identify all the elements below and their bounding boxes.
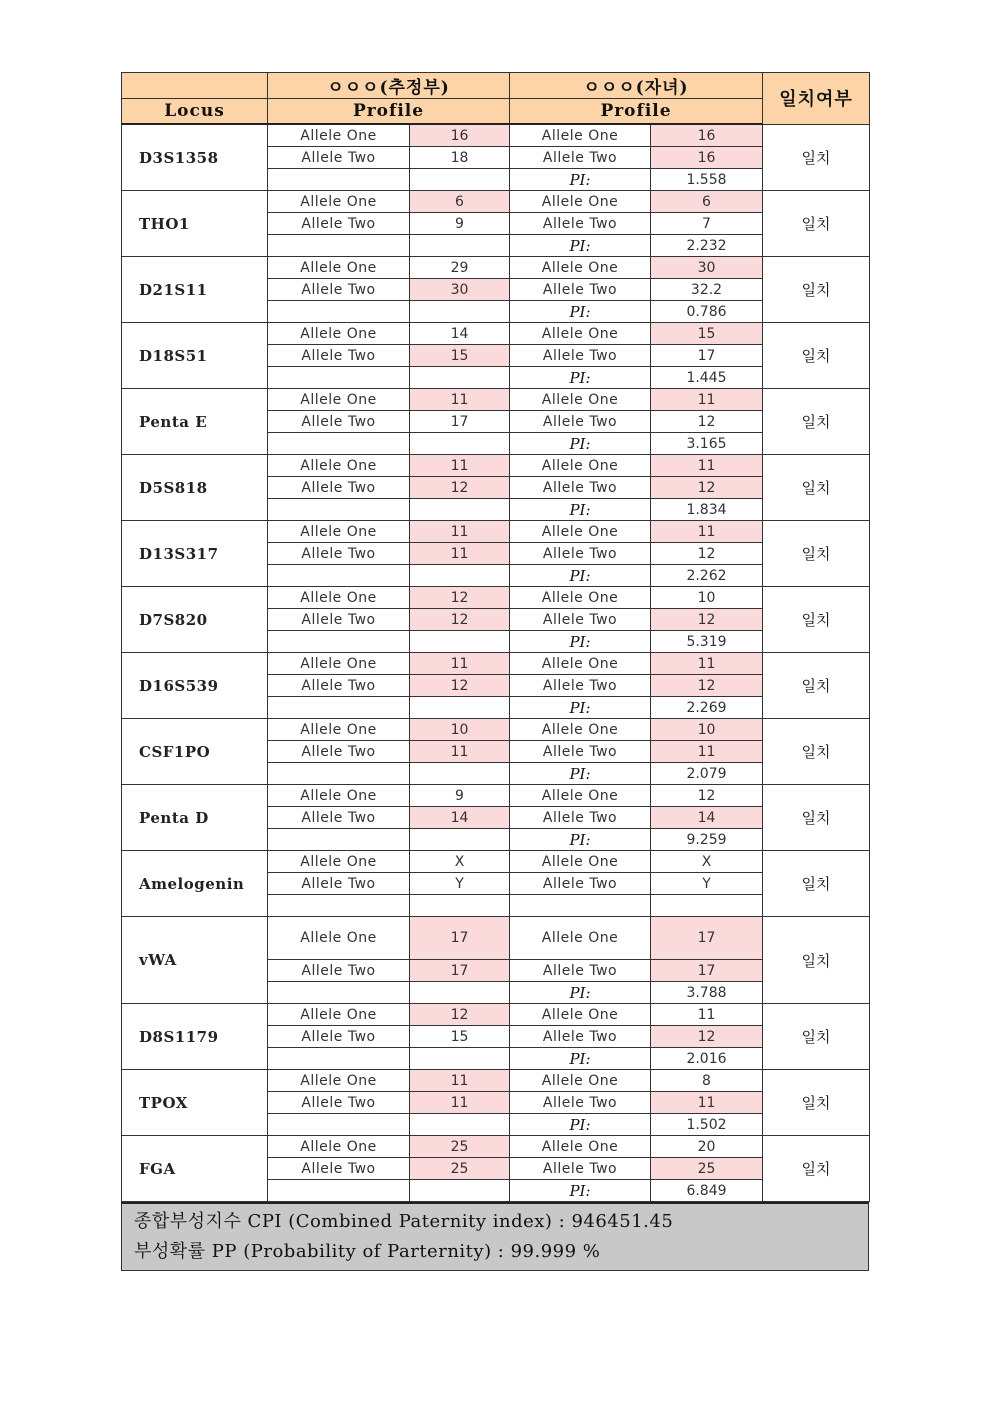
pp-line: 부성확률 PP (Probability of Parternity) : 99.999 % [134, 1241, 601, 1262]
father-allele-one-value: 12 [410, 1004, 510, 1026]
father-allele-one-label: Allele One [268, 124, 410, 147]
father-allele-two-label: Allele Two [268, 807, 410, 829]
pi-spacer [268, 895, 410, 917]
pi-value: 2.079 [651, 763, 763, 785]
pi-spacer [268, 829, 410, 851]
father-allele-one-label: Allele One [268, 917, 410, 960]
pi-spacer [268, 982, 410, 1004]
child-allele-one-value: 6 [651, 191, 763, 213]
pi-spacer [410, 367, 510, 389]
child-allele-one-value: 17 [651, 917, 763, 960]
father-allele-one-value: 6 [410, 191, 510, 213]
pi-label: PI: [510, 763, 651, 785]
locus-row-allele-one [122, 851, 870, 873]
child-allele-two-value: 14 [651, 807, 763, 829]
match-result: 일치 [763, 917, 870, 1004]
match-result: 일치 [763, 1070, 870, 1136]
pi-spacer [268, 367, 410, 389]
locus-name: Penta E [122, 389, 268, 455]
locus-header: Locus [122, 99, 268, 125]
pi-value [651, 895, 763, 917]
child-allele-one-value: 8 [651, 1070, 763, 1092]
father-allele-two-value: Y [410, 873, 510, 895]
pi-spacer [268, 631, 410, 653]
pi-label: PI: [510, 367, 651, 389]
pi-spacer [410, 631, 510, 653]
child-allele-one-value: 11 [651, 521, 763, 543]
father-allele-one-value: 11 [410, 1070, 510, 1092]
child-allele-two-value: 11 [651, 1092, 763, 1114]
match-result: 일치 [763, 323, 870, 389]
child-allele-one-value: 11 [651, 455, 763, 477]
child-allele-one-label: Allele One [510, 917, 651, 960]
pi-spacer [268, 169, 410, 191]
locus-row-allele-one [122, 653, 870, 675]
pi-value: 5.319 [651, 631, 763, 653]
pi-label: PI: [510, 169, 651, 191]
pi-value: 0.786 [651, 301, 763, 323]
father-allele-two-label: Allele Two [268, 279, 410, 301]
locus-row-allele-one [122, 323, 870, 345]
pi-value: 2.016 [651, 1048, 763, 1070]
child-allele-two-label: Allele Two [510, 411, 651, 433]
father-allele-two-value: 12 [410, 609, 510, 631]
father-allele-two-value: 17 [410, 960, 510, 982]
match-result: 일치 [763, 1004, 870, 1070]
father-allele-two-value: 11 [410, 741, 510, 763]
father-allele-two-label: Allele Two [268, 477, 410, 499]
child-allele-two-value: 12 [651, 675, 763, 697]
father-allele-one-value: 29 [410, 257, 510, 279]
locus-row-allele-one [122, 257, 870, 279]
pi-value: 6.849 [651, 1180, 763, 1202]
locus-name: THO1 [122, 191, 268, 257]
locus-row-allele-one [122, 124, 870, 147]
pi-spacer [268, 499, 410, 521]
child-allele-two-value: 32.2 [651, 279, 763, 301]
child-allele-one-value: 11 [651, 653, 763, 675]
child-allele-one-value: 15 [651, 323, 763, 345]
pi-spacer [268, 433, 410, 455]
child-allele-one-label: Allele One [510, 124, 651, 147]
child-allele-one-label: Allele One [510, 455, 651, 477]
father-allele-one-label: Allele One [268, 191, 410, 213]
locus-name: D7S820 [122, 587, 268, 653]
pi-spacer [410, 499, 510, 521]
father-allele-one-label: Allele One [268, 1070, 410, 1092]
child-allele-two-label: Allele Two [510, 1158, 651, 1180]
match-result: 일치 [763, 191, 870, 257]
pi-spacer [410, 763, 510, 785]
pi-label [510, 895, 651, 917]
child-allele-two-value: 12 [651, 477, 763, 499]
child-allele-two-label: Allele Two [510, 213, 651, 235]
father-allele-one-value: 11 [410, 455, 510, 477]
locus-row-allele-one [122, 1136, 870, 1158]
pi-value: 3.165 [651, 433, 763, 455]
father-allele-one-value: 25 [410, 1136, 510, 1158]
child-allele-two-label: Allele Two [510, 543, 651, 565]
pi-label: PI: [510, 697, 651, 719]
locus-row-allele-one [122, 1070, 870, 1092]
father-allele-two-value: 18 [410, 147, 510, 169]
father-allele-two-label: Allele Two [268, 543, 410, 565]
father-allele-one-value: 16 [410, 124, 510, 147]
locus-name: D18S51 [122, 323, 268, 389]
father-allele-one-label: Allele One [268, 455, 410, 477]
child-header: ㅇㅇㅇ(자녀) [510, 73, 763, 99]
child-allele-one-label: Allele One [510, 1070, 651, 1092]
father-allele-two-value: 12 [410, 477, 510, 499]
father-allele-two-label: Allele Two [268, 1026, 410, 1048]
father-allele-one-label: Allele One [268, 719, 410, 741]
locus-name: D8S1179 [122, 1004, 268, 1070]
match-result: 일치 [763, 257, 870, 323]
father-allele-one-value: 11 [410, 653, 510, 675]
child-allele-one-label: Allele One [510, 719, 651, 741]
child-allele-one-label: Allele One [510, 785, 651, 807]
child-allele-two-label: Allele Two [510, 1092, 651, 1114]
pi-spacer [268, 565, 410, 587]
match-result: 일치 [763, 653, 870, 719]
child-allele-two-value: 17 [651, 960, 763, 982]
child-allele-one-value: X [651, 851, 763, 873]
summary-footer [121, 1202, 869, 1271]
locus-row-allele-one [122, 917, 870, 960]
father-allele-one-label: Allele One [268, 851, 410, 873]
pi-spacer [268, 697, 410, 719]
father-allele-one-label: Allele One [268, 1136, 410, 1158]
father-allele-one-value: 12 [410, 587, 510, 609]
child-allele-two-label: Allele Two [510, 807, 651, 829]
match-result: 일치 [763, 719, 870, 785]
pi-spacer [410, 433, 510, 455]
pi-value: 1.502 [651, 1114, 763, 1136]
pi-label: PI: [510, 1180, 651, 1202]
cpi-line: 종합부성지수 CPI (Combined Paternity index) : 946451.45 [134, 1211, 674, 1232]
child-allele-two-value: 12 [651, 1026, 763, 1048]
father-allele-one-value: 11 [410, 389, 510, 411]
pi-spacer [268, 1180, 410, 1202]
child-allele-one-value: 16 [651, 124, 763, 147]
locus-row-allele-one [122, 785, 870, 807]
pi-label: PI: [510, 433, 651, 455]
father-profile-header: Profile [268, 99, 510, 125]
match-result: 일치 [763, 1136, 870, 1202]
child-allele-two-value: 16 [651, 147, 763, 169]
child-allele-one-value: 11 [651, 389, 763, 411]
pi-spacer [268, 301, 410, 323]
pi-value: 2.232 [651, 235, 763, 257]
father-allele-two-label: Allele Two [268, 411, 410, 433]
father-allele-one-label: Allele One [268, 257, 410, 279]
pi-spacer [410, 169, 510, 191]
locus-name: Penta D [122, 785, 268, 851]
father-allele-one-value: 11 [410, 521, 510, 543]
child-allele-two-label: Allele Two [510, 675, 651, 697]
locus-name: Amelogenin [122, 851, 268, 917]
child-allele-two-value: 7 [651, 213, 763, 235]
match-result: 일치 [763, 389, 870, 455]
father-allele-two-value: 15 [410, 345, 510, 367]
locus-row-allele-one [122, 1004, 870, 1026]
father-allele-one-label: Allele One [268, 389, 410, 411]
pi-value: 1.445 [651, 367, 763, 389]
child-allele-two-value: 17 [651, 345, 763, 367]
locus-name: vWA [122, 917, 268, 1004]
child-allele-two-value: Y [651, 873, 763, 895]
child-allele-one-label: Allele One [510, 521, 651, 543]
locus-row-allele-one [122, 389, 870, 411]
locus-row-allele-one [122, 719, 870, 741]
match-result: 일치 [763, 521, 870, 587]
pi-spacer [410, 895, 510, 917]
child-profile-header: Profile [510, 99, 763, 125]
child-allele-one-label: Allele One [510, 191, 651, 213]
paternity-report [121, 72, 869, 1271]
child-allele-one-value: 10 [651, 587, 763, 609]
pi-spacer [410, 235, 510, 257]
pi-value: 2.262 [651, 565, 763, 587]
pi-label: PI: [510, 631, 651, 653]
child-allele-one-value: 11 [651, 1004, 763, 1026]
pi-spacer [410, 1048, 510, 1070]
locus-name: D16S539 [122, 653, 268, 719]
child-allele-two-value: 25 [651, 1158, 763, 1180]
child-allele-one-value: 10 [651, 719, 763, 741]
father-allele-two-value: 11 [410, 1092, 510, 1114]
pi-spacer [268, 1114, 410, 1136]
father-allele-two-label: Allele Two [268, 1158, 410, 1180]
child-allele-two-value: 12 [651, 411, 763, 433]
father-allele-two-value: 14 [410, 807, 510, 829]
locus-name: D3S1358 [122, 124, 268, 191]
child-allele-one-value: 30 [651, 257, 763, 279]
father-allele-two-label: Allele Two [268, 147, 410, 169]
pi-spacer [410, 697, 510, 719]
match-result: 일치 [763, 124, 870, 191]
father-allele-one-value: 14 [410, 323, 510, 345]
pi-value: 1.558 [651, 169, 763, 191]
pi-label: PI: [510, 235, 651, 257]
match-header: 일치여부 [763, 73, 870, 125]
pi-spacer [268, 763, 410, 785]
locus-row-allele-one [122, 455, 870, 477]
father-allele-one-value: 10 [410, 719, 510, 741]
pi-label: PI: [510, 1048, 651, 1070]
locus-name: D5S818 [122, 455, 268, 521]
match-result: 일치 [763, 587, 870, 653]
father-allele-two-label: Allele Two [268, 960, 410, 982]
father-allele-two-label: Allele Two [268, 213, 410, 235]
father-allele-two-label: Allele Two [268, 741, 410, 763]
pi-label: PI: [510, 982, 651, 1004]
child-allele-two-label: Allele Two [510, 609, 651, 631]
father-allele-two-value: 30 [410, 279, 510, 301]
pi-spacer [410, 301, 510, 323]
child-allele-two-label: Allele Two [510, 741, 651, 763]
child-allele-one-value: 12 [651, 785, 763, 807]
pi-label: PI: [510, 1114, 651, 1136]
child-allele-one-value: 20 [651, 1136, 763, 1158]
father-allele-one-label: Allele One [268, 323, 410, 345]
father-allele-two-value: 12 [410, 675, 510, 697]
locus-row-allele-one [122, 521, 870, 543]
locus-name: D21S11 [122, 257, 268, 323]
child-allele-two-label: Allele Two [510, 873, 651, 895]
pi-spacer [268, 235, 410, 257]
father-allele-one-label: Allele One [268, 785, 410, 807]
locus-name: CSF1PO [122, 719, 268, 785]
pi-spacer [410, 829, 510, 851]
locus-name: D13S317 [122, 521, 268, 587]
locus-name: TPOX [122, 1070, 268, 1136]
child-allele-two-label: Allele Two [510, 279, 651, 301]
match-result: 일치 [763, 455, 870, 521]
father-allele-one-label: Allele One [268, 1004, 410, 1026]
father-allele-two-label: Allele Two [268, 873, 410, 895]
pi-label: PI: [510, 829, 651, 851]
match-result: 일치 [763, 785, 870, 851]
child-allele-two-label: Allele Two [510, 147, 651, 169]
locus-row-allele-one [122, 587, 870, 609]
father-allele-one-value: 9 [410, 785, 510, 807]
father-allele-two-label: Allele Two [268, 675, 410, 697]
father-allele-one-value: 17 [410, 917, 510, 960]
locus-name: FGA [122, 1136, 268, 1202]
child-allele-two-label: Allele Two [510, 960, 651, 982]
pi-label: PI: [510, 499, 651, 521]
child-allele-two-label: Allele Two [510, 477, 651, 499]
father-header: ㅇㅇㅇ(추정부) [268, 73, 510, 99]
pi-value: 2.269 [651, 697, 763, 719]
pi-spacer [410, 1114, 510, 1136]
father-allele-two-value: 25 [410, 1158, 510, 1180]
child-allele-two-value: 11 [651, 741, 763, 763]
pi-spacer [268, 1048, 410, 1070]
pi-spacer [410, 982, 510, 1004]
pi-value: 3.788 [651, 982, 763, 1004]
child-allele-one-label: Allele One [510, 323, 651, 345]
father-allele-two-value: 9 [410, 213, 510, 235]
father-allele-one-label: Allele One [268, 587, 410, 609]
pi-label: PI: [510, 301, 651, 323]
paternity-table [121, 72, 870, 1202]
pi-spacer [410, 565, 510, 587]
child-allele-one-label: Allele One [510, 653, 651, 675]
locus-row-allele-one [122, 191, 870, 213]
father-allele-two-label: Allele Two [268, 345, 410, 367]
father-allele-one-value: X [410, 851, 510, 873]
child-allele-two-value: 12 [651, 609, 763, 631]
pi-label: PI: [510, 565, 651, 587]
father-allele-one-label: Allele One [268, 521, 410, 543]
child-allele-one-label: Allele One [510, 1136, 651, 1158]
pi-value: 9.259 [651, 829, 763, 851]
match-result: 일치 [763, 851, 870, 917]
child-allele-two-label: Allele Two [510, 345, 651, 367]
pi-spacer [410, 1180, 510, 1202]
father-allele-two-label: Allele Two [268, 609, 410, 631]
child-allele-one-label: Allele One [510, 587, 651, 609]
father-allele-two-value: 15 [410, 1026, 510, 1048]
pi-value: 1.834 [651, 499, 763, 521]
father-allele-two-label: Allele Two [268, 1092, 410, 1114]
header-blank [122, 73, 268, 99]
child-allele-one-label: Allele One [510, 257, 651, 279]
father-allele-two-value: 11 [410, 543, 510, 565]
child-allele-one-label: Allele One [510, 389, 651, 411]
child-allele-one-label: Allele One [510, 851, 651, 873]
father-allele-one-label: Allele One [268, 653, 410, 675]
locus-rows [122, 124, 870, 1202]
child-allele-two-label: Allele Two [510, 1026, 651, 1048]
child-allele-one-label: Allele One [510, 1004, 651, 1026]
child-allele-two-value: 12 [651, 543, 763, 565]
father-allele-two-value: 17 [410, 411, 510, 433]
